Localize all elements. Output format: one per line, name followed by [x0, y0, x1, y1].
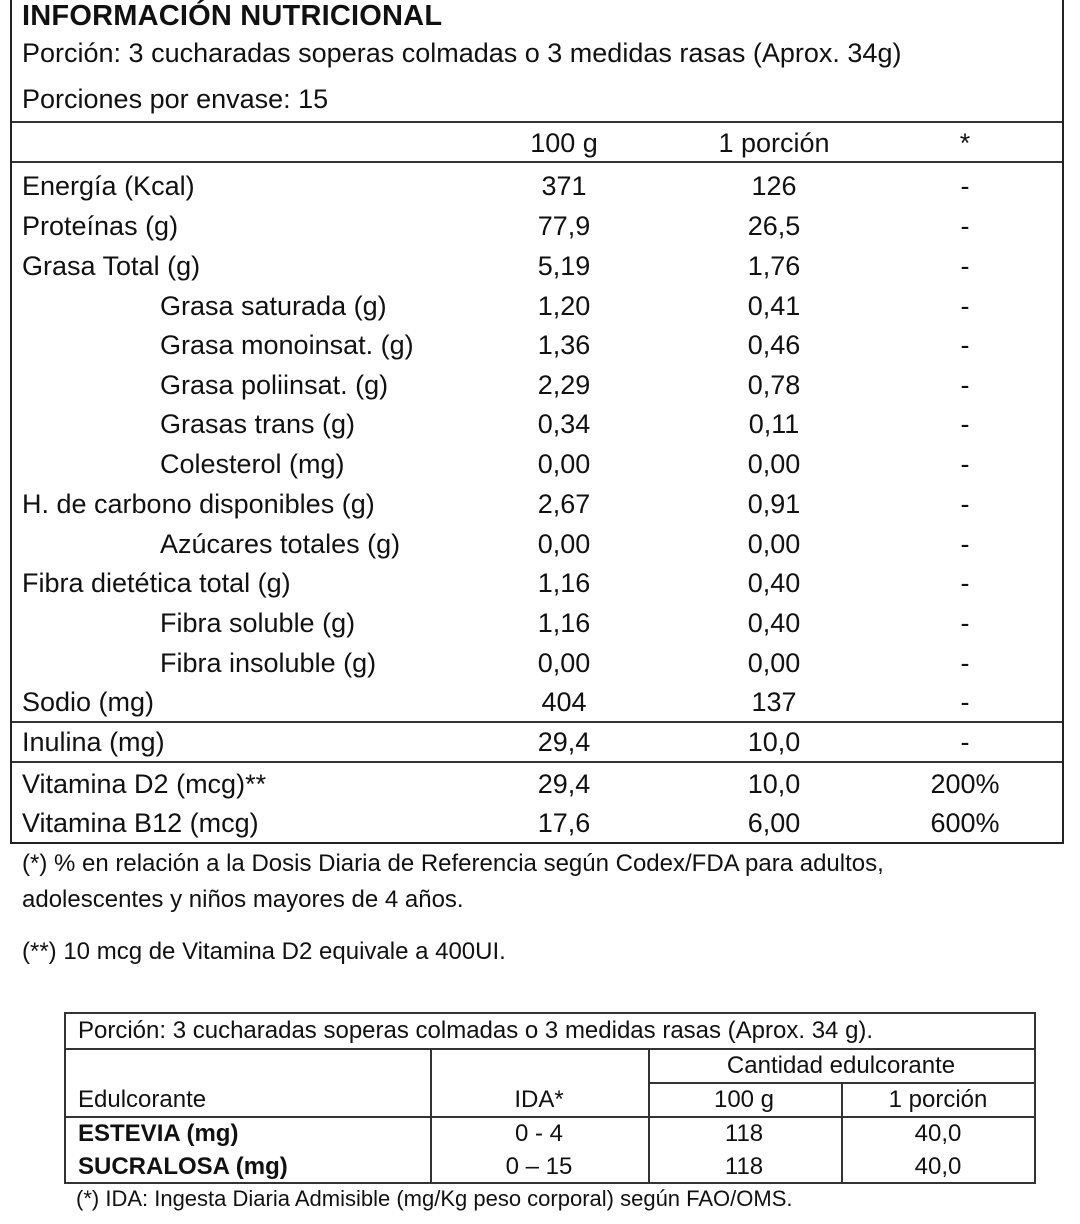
sweetener-name: ESTEVIA (mg)	[78, 1120, 239, 1147]
value-100g: 1,36	[537, 330, 591, 360]
value-dv: 200%	[930, 769, 1000, 799]
column-header-portion: 1 porción	[888, 1086, 988, 1113]
value-portion: 6,00	[747, 808, 801, 838]
value-dv: -	[960, 171, 970, 201]
nutrient-label: Grasa poliinsat. (g)	[160, 370, 389, 400]
nutrition-facts-table	[10, 0, 1064, 844]
value-dv: -	[960, 648, 970, 678]
value-portion: 0,91	[747, 489, 801, 519]
value-dv: -	[960, 568, 970, 598]
value-100g: 2,29	[537, 370, 591, 400]
value-dv: -	[960, 251, 970, 281]
value-100g: 1,20	[537, 291, 591, 321]
value-100g: 2,67	[537, 489, 591, 519]
value-100g: 0,00	[537, 529, 591, 559]
value-100g: 29,4	[537, 769, 591, 799]
table-row	[12, 802, 1062, 842]
column-header-sweetener: Edulcorante	[78, 1086, 207, 1113]
value-portion: 0,41	[747, 291, 801, 321]
nutrient-label: Fibra insoluble (g)	[160, 648, 377, 678]
table-row	[12, 523, 1062, 563]
nutrient-label: Energía (Kcal)	[22, 171, 195, 201]
table-title: INFORMACIÓN NUTRICIONAL	[22, 0, 443, 32]
value-portion: 0,40	[747, 568, 801, 598]
value-dv: -	[960, 529, 970, 559]
value-portion: 0,40	[747, 608, 801, 638]
column-header-dv: *	[959, 128, 971, 158]
value-dv: -	[960, 211, 970, 241]
nutrient-label: Colesterol (mg)	[160, 449, 345, 479]
value-dv: -	[960, 449, 970, 479]
table-row	[12, 602, 1062, 642]
value-100g: 0,00	[537, 449, 591, 479]
divider	[12, 161, 1062, 163]
column-header-ida: IDA*	[514, 1086, 564, 1113]
column-header-portion: 1 porción	[718, 128, 830, 158]
value-100g: 0,00	[537, 648, 591, 678]
value-dv: -	[960, 608, 970, 638]
value-portion: 137	[751, 687, 797, 717]
value-dv: -	[960, 687, 970, 717]
nutrient-label: Azúcares totales (g)	[160, 529, 401, 559]
value-dv: -	[960, 489, 970, 519]
value-portion: 26,5	[747, 211, 801, 241]
nutrient-label: Grasa saturada (g)	[160, 291, 387, 321]
column-header-100g: 100 g	[713, 1086, 775, 1113]
table-row	[12, 245, 1062, 285]
table-row	[12, 285, 1062, 325]
table-row	[12, 443, 1062, 483]
nutrient-label: Grasa monoinsat. (g)	[160, 330, 414, 360]
table-row	[12, 205, 1062, 245]
servings-per-container: Porciones por envase: 15	[22, 84, 329, 114]
group-header-sweetener-amount: Cantidad edulcorante	[726, 1052, 956, 1079]
value-portion: 0,00	[747, 449, 801, 479]
value-100g: 5,19	[537, 251, 591, 281]
nutrient-label: Grasas trans (g)	[160, 409, 356, 439]
value-portion: 0,00	[747, 648, 801, 678]
nutrient-label: Sodio (mg)	[22, 687, 155, 717]
footnote-daily-value-line1: (*) % en relación a la Dosis Diaria de Referencia según Codex/FDA para adultos,	[22, 850, 884, 877]
table-row	[12, 165, 1062, 205]
sweetener-ida: 0 - 4	[514, 1120, 564, 1147]
divider	[430, 1048, 432, 1182]
value-dv: -	[960, 409, 970, 439]
value-100g: 17,6	[537, 808, 591, 838]
value-portion: 10,0	[747, 769, 801, 799]
sweetener-100g: 118	[724, 1120, 764, 1147]
nutrient-label: Fibra soluble (g)	[160, 608, 356, 638]
portion-size: Porción: 3 cucharadas soperas colmadas o 3 medidas rasas (Aprox. 34g)	[22, 38, 902, 68]
value-dv: -	[960, 727, 970, 757]
value-portion: 1,76	[747, 251, 801, 281]
table-row	[12, 721, 1062, 761]
value-portion: 0,46	[747, 330, 801, 360]
nutrient-label: Fibra dietética total (g)	[22, 568, 291, 598]
column-header-100g: 100 g	[530, 128, 598, 158]
table-row	[12, 364, 1062, 404]
value-dv: -	[960, 370, 970, 400]
value-100g: 77,9	[537, 211, 591, 241]
table-row	[12, 642, 1062, 682]
value-portion: 0,78	[747, 370, 801, 400]
sweetener-portion: 40,0	[914, 1120, 962, 1147]
divider	[648, 1082, 1034, 1084]
sweetener-footnote: (*) IDA: Ingesta Diaria Admisible (mg/Kg peso corporal) según FAO/OMS.	[76, 1186, 793, 1211]
divider	[648, 1048, 650, 1182]
value-100g: 0,34	[537, 409, 591, 439]
table-row	[12, 763, 1062, 803]
nutrient-label: H. de carbono disponibles (g)	[22, 489, 375, 519]
value-100g: 29,4	[537, 727, 591, 757]
value-portion: 10,0	[747, 727, 801, 757]
footnote-vitamin-d: (**) 10 mcg de Vitamina D2 equivale a 400UI.	[22, 938, 506, 965]
value-portion: 126	[751, 171, 797, 201]
column-header-row	[12, 122, 1062, 162]
sweetener-table	[64, 1012, 1036, 1184]
table-row	[12, 483, 1062, 523]
nutrient-label: Vitamina B12 (mcg)	[22, 808, 259, 838]
value-100g: 404	[541, 687, 587, 717]
divider	[66, 1048, 1034, 1050]
value-100g: 1,16	[537, 608, 591, 638]
sweetener-name: SUCRALOSA (mg)	[78, 1153, 288, 1180]
table-row	[12, 562, 1062, 602]
sweetener-portion: Porción: 3 cucharadas soperas colmadas o 3 medidas rasas (Aprox. 34 g).	[78, 1017, 874, 1044]
table-row	[12, 403, 1062, 443]
nutrient-label: Proteínas (g)	[22, 211, 179, 241]
value-portion: 0,00	[747, 529, 801, 559]
sweetener-portion: 40,0	[914, 1153, 962, 1180]
table-row	[12, 324, 1062, 364]
table-row	[12, 681, 1062, 721]
value-dv: -	[960, 330, 970, 360]
divider	[841, 1082, 843, 1182]
nutrient-label: Grasa Total (g)	[22, 251, 201, 281]
sweetener-ida: 0 – 15	[505, 1153, 573, 1180]
footnote-daily-value-line2: adolescentes y niños mayores de 4 años.	[22, 886, 464, 913]
divider	[66, 1116, 1034, 1118]
value-dv: -	[960, 291, 970, 321]
nutrient-label: Inulina (mg)	[22, 727, 165, 757]
value-100g: 371	[541, 171, 587, 201]
value-portion: 0,11	[748, 409, 800, 439]
value-dv: 600%	[930, 808, 1000, 838]
value-100g: 1,16	[537, 568, 591, 598]
nutrient-label: Vitamina D2 (mcg)**	[22, 769, 267, 799]
sweetener-100g: 118	[724, 1153, 764, 1180]
